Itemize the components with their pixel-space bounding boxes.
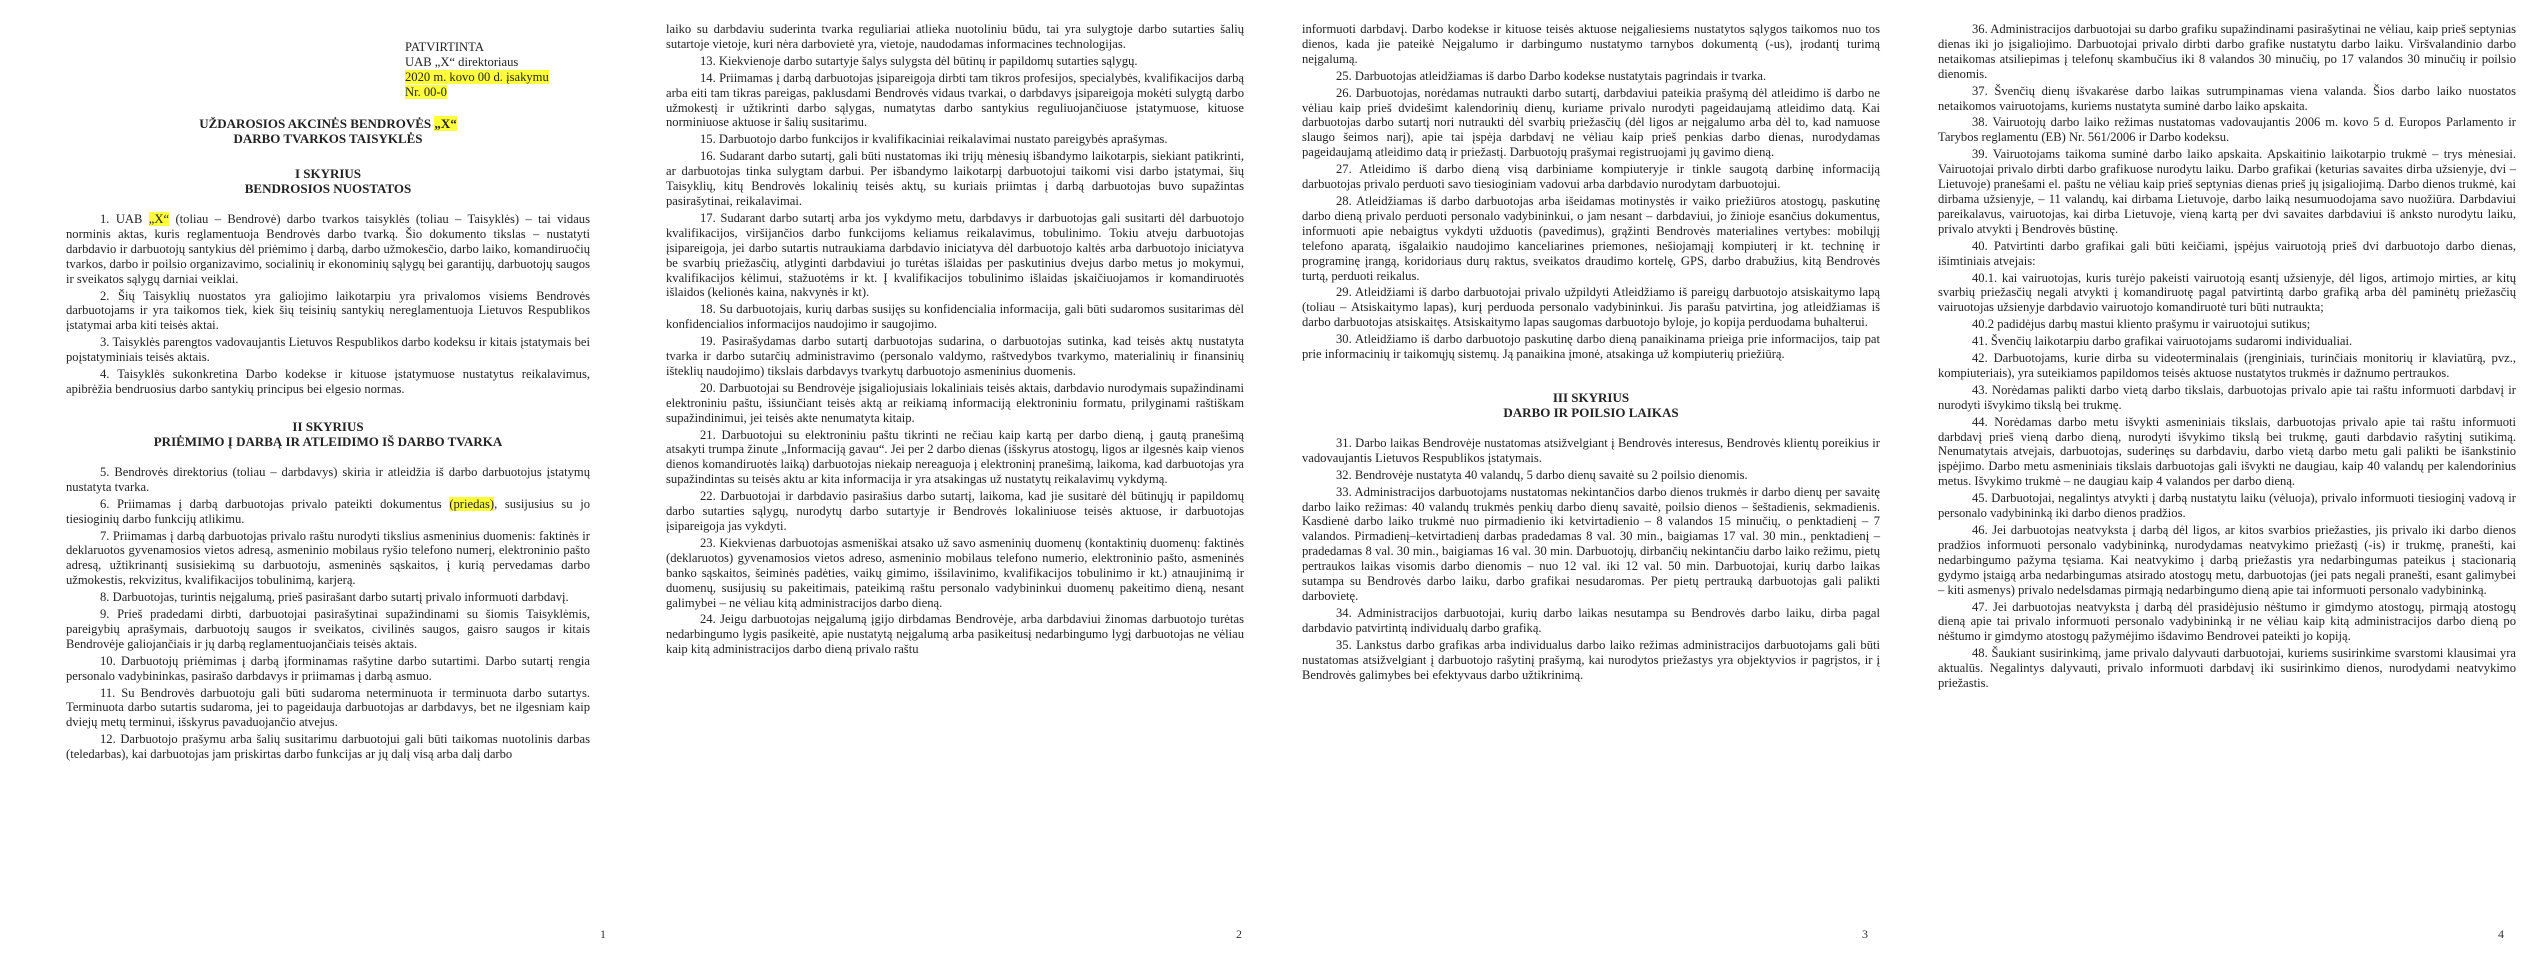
- paragraph: 24. Jeigu darbuotojas neįgalumą įgijo dirbdamas Bendrovėje, arba darbdaviui žinomas darbuotojo turėtas nedarbingumo lygis pasikeitė, apie nustatytą neįgalumą arba pasikeitusį nedarbingumo lygį darbuotojas ne vėliau kaip kitą administracijos darbo dieną privalo raštu: [666, 612, 1244, 657]
- approval-line-1: PATVIRTINTA: [405, 40, 484, 54]
- paragraph: 39. Vairuotojams taikoma suminė darbo laiko apskaita. Apskaitinio laikotarpio trukmė – trys mėnesiai. Vairuotojai privalo dirbti darbo grafikuose nurodytu laiku. Darbo grafikai (keturias savaites dirba užsienyje, dvi – Lietuvoje) pranešami el. paštu ne vėliau kaip prieš septynias dienas prieš jų įsigaliojimą. Darbo dienos trukmė, kai dirbama užsienyje, – 11 valandų, kai dirbama Lietuvoje, darbo laiką nesumuodojama savo nuožiūra. Darbdaviui pareikalavus, vairuotojas, kai dirba Lietuvoje, vieną kartą per dvi savaites darbdaviui iš anksto nurodytu laiku, privalo atvykti į Bendrovės būstinę.: [1938, 147, 2516, 236]
- page-3-column: [1302, 22, 1880, 684]
- page-3-paragraphs-a: [1302, 22, 1880, 362]
- page-4-column: [1938, 22, 2516, 693]
- paragraph: 44. Norėdamas darbo metu išvykti asmeniniais tikslais, darbuotojas privalo apie tai raštu informuoti darbdavį prieš vieną darbo dieną, nurodyti išvykimo tikslą bei trukmę, gauti darbdavio rašytinį sutikimą. Nenumatytais atvejais, darbuotojas, suderinęs su darbdaviu, darbo vietą darbo metu gali palikti be išankstinio įspėjimo. Darbo metu asmeniniais tikslais darbuotojas gali išvykti ne daugiau, kaip 40 valandų per kalendorinius metus. Išvykimo trukmė – ne daugiau kaip 4 valandos per darbo dieną.: [1938, 414, 2516, 489]
- page-number-1: 1: [600, 927, 606, 941]
- paragraph: 29. Atleidžiami iš darbo darbuotojai privalo užpildyti Atleidžiamo iš pareigų darbuotojo atsiskaitymo lapą (toliau – Atsiskaitymo lapas), kurį perduoda personalo vadybininkui. Jis parašu patvirtina, jog atleidžiamas iš darbo darbuotojas atsiskaitęs. Atsiskaitymo lapas saugomas darbuotojo byloje, jo kopija perduodama buhalterui.: [1302, 285, 1880, 330]
- page-1-paragraphs-a: [66, 212, 590, 397]
- paragraph: 43. Norėdamas palikti darbo vietą darbo tikslais, darbuotojas privalo apie tai raštu informuoti darbdavį ir nurodyti išvykimo tikslą bei trukmę.: [1938, 382, 2516, 412]
- paragraph: 48. Šaukiant susirinkimą, jame privalo dalyvauti darbuotojai, kuriems susirinkime svarstomi klausimai yra aktualūs. Negalintys dalyvauti, privalo informuoti darbdavį iki susirinkimo dienos, nurodydami neatvykimo priežastis.: [1938, 646, 2516, 691]
- paragraph: 38. Vairuotojų darbo laiko režimas nustatomas vadovaujantis 2006 m. kovo 5 d. Europos Parlamento ir Tarybos reglamentu (EB) Nr. 561/2006 ir Darbo kodeksu.: [1938, 115, 2516, 145]
- paragraph: 40.2 padidėjus darbų mastui kliento prašymu ir vairuotojui sutikus;: [1972, 317, 2311, 332]
- document-page-3: [1272, 0, 1908, 968]
- paragraph: 34. Administracijos darbuotojai, kurių darbo laikas nesutampa su Bendrovės darbo laiku, dirba pagal darbdavio patvirtintą individualų darbo grafiką.: [1302, 605, 1880, 635]
- paragraph: 22. Darbuotojai ir darbdavio pasirašius darbo sutartį, laikoma, kad jie susitarė dėl būtinųjų ir papildomų darbo sutarties sąlygų, nurodytų darbo sutartyje ir Bendrovės lokaliniuose teisės aktuose, ir darbuotojas įsipareigoja jas vykdyti.: [666, 489, 1244, 533]
- paragraph: 46. Jei darbuotojas neatvyksta į darbą dėl ligos, ar kitos svarbios priežasties, jis privalo iki darbo dienos pradžios informuoti personalo vadybininką, nurodydamas neatvykimo priežastį (-is) ir trukmę, pranešti, kai nedarbingumo pažyma tęsiama. Kai neatvykimo į darbą priežastis yra nedarbingumas pateikus į stacionarią gydymo įstaigą arba nedarbingumas atsirado atostogų metu, darbuotojas (jei pats negali pranešti, esant galimybei – kiti asmenys) privalo nedelsdamas pirmąją nedarbingumo dieną apie tai informuoti personalo vadybininką.: [1938, 523, 2516, 597]
- paragraph: 31. Darbo laikas Bendrovėje nustatomas atsižvelgiant į Bendrovės interesus, Bendrovės klientų poreikius ir vadovaujantis Lietuvos Respublikos įstatymais.: [1302, 435, 1880, 465]
- approval-line-3: [405, 70, 549, 85]
- page-number-4: 4: [2498, 927, 2504, 941]
- paragraph: 8. Darbuotojas, turintis neįgalumą, prieš pasirašant darbo sutartį privalo informuoti darbdavį.: [100, 590, 569, 605]
- paragraph: 1. UAB „X“ (toliau – Bendrovė) darbo tvarkos taisyklės (toliau – Taisyklės) – tai vidaus norminis aktas, kuris reglamentuoja Bendrovės darbo tvarką. Šio dokumento tikslas – nustatyti darbdavio ir darbuotojų santykius dėl priėmimo į darbą, darbo užmokesčio, darbo laiko, komandiruočių tvarkos, darbo ir poilsio organizavimo, socialinių ir ekonominių sąlygų bei garantijų, darbuotojų saugos ir sveikatos sąlygų darniai veiklai.: [66, 212, 590, 286]
- section-3-heading: [1302, 390, 1880, 420]
- paragraph: 23. Kiekvienas darbuotojas asmeniškai atsako už savo asmeninių duomenų (kontaktinių duomenų: faktinės (deklaruotos) gyvenamosios vietos adreso, asmeninio mobilaus telefono numerio, elektroninio pašto, asmeninės banko sąskaitos, šeiminės padėties, vaikų gimimo, išsilavinimo, kvalifikacijos tobulinimo ir kt.) atnaujinimą ir duomenų, susijusių su pakeitimais, pateikimą raštu personalo vadybininkui duomenų pakeitimo dieną, nesant galimybei – ne vėliau kitą administracijos darbo dieną.: [666, 535, 1244, 610]
- title-line-2: DARBO TVARKOS TAISYKLĖS: [233, 131, 423, 146]
- page-3-paragraphs-b: [1302, 436, 1880, 683]
- paragraph: 36. Administracijos darbuotojai su darbo grafiku supažindinami pasirašytinai ne vėliau, kaip prieš septynias dienas iki jo įsigaliojimo. Darbuotojai privalo dirbti darbo grafike nustatytu darbo laiku. Viršvalandinio darbo netaikomas atsiliepimas į telefonų skambučius iki 8 valandos 30 minučių, po 17 valandos 30 minučių ir poilsio dienomis.: [1938, 22, 2516, 81]
- page-2-paragraphs: [666, 22, 1244, 657]
- section-1-title: BENDROSIOS NUOSTATOS: [244, 181, 412, 196]
- paragraph: 25. Darbuotojas atleidžiamas iš darbo Darbo kodekse nustatytais pagrindais ir tvarka.: [1336, 68, 1767, 83]
- paragraph: 26. Darbuotojas, norėdamas nutraukti darbo sutartį, darbdaviui pateikia prašymą dėl atleidimo iš darbo ne vėliau kaip prieš dvidešimt kalendorinių dienų, kuriame privalo nurodyti pageidaujamą atleidimo datą. Kai darbuotojas darbo sutartį nori nutraukti dėl svarbių priežasčių (dėl ligos ar neįgalumo arba dėl to, kad namuose slaugo šeimos narį), apie tai įspėja darbdavį ne vėliau kaip prieš penkias darbo dienas, nurodydamas pageidaujamą atleidimo datą ir priežastį. Darbuotojų prašymai registruojami jų gavimo dieną.: [1302, 85, 1880, 160]
- paragraph: 15. Darbuotojo darbo funkcijos ir kvalifikaciniai reikalavimai nustato pareigybės aprašymas.: [700, 132, 1168, 147]
- page-4-paragraphs: [1938, 22, 2516, 691]
- paragraph: 9. Prieš pradedami dirbti, darbuotojai pasirašytinai supažindinami su šiomis Taisyklėmis, pareigybių aprašymais, darbuotojų saugos ir sveikatos, civilinės saugos, gaisro saugos ir kitais Bendrovėje galiojančiais ir jų darbą reglamentuojančiais teisės aktais.: [66, 607, 590, 651]
- paragraph: 33. Administracijos darbuotojams nustatomas nekintančios darbo dienos trukmės ir darbo dienų per savaitę darbo laiko režimas: 40 valandų trukmės penkių darbo dienų savaitė, poilsio dienos – šeštadienis, sekmadienis. Kasdienė darbo laiko trukmė nuo pirmadienio iki ketvirtadienio – 8 valandos 15 minučių, o penktadienį – 7 valandos. Pirmadienį–ketvirtadienį darbas pradedamas 8 val. 30 min., baigiamas 17 val. 30 min., penktadienį – pradedamas 8 val. 30 min., baigiamas 16 val. 30 min. Darbuotojų, dirbančių nekintančiu darbo laiko režimu, pietų pertraukos laikas visomis darbo dienomis – nuo 12 val. iki 12 val. 50 min. Darbuotojai, kurių darbo laikas sutampa su Bendrovės darbo laiku, darbo grafikai nesudaromas. Per pietų pertrauką darbuotojas gali palikti darbovietę.: [1302, 484, 1880, 603]
- section-3-title: DARBO IR POILSIO LAIKAS: [1503, 404, 1679, 420]
- section-2-heading: [66, 419, 590, 449]
- paragraph: 6. Priimamas į darbą darbuotojas privalo pateikti dokumentus (priedas), susijusius su jo tiesioginių darbo funkcijų atlikimu.: [66, 496, 590, 526]
- paragraph: 18. Su darbuotojais, kurių darbas susijęs su konfidencialia informacija, gali būti sudaromos susitarimas dėl konfidencialios informacijos naudojimo ir saugojimo.: [666, 302, 1244, 332]
- section-1-heading: [66, 166, 590, 196]
- approval-block: [405, 40, 549, 100]
- document-page-2: [636, 0, 1272, 968]
- page-1-paragraphs-b: [66, 465, 590, 762]
- paragraph: 13. Kiekvienoje darbo sutartyje šalys sulygsta dėl būtinų ir papildomų sutarties sąlygų.: [700, 53, 1138, 68]
- approval-line-2: UAB „X“ direktoriaus: [405, 54, 519, 69]
- page-1-column: [66, 104, 590, 764]
- document-title: [66, 116, 590, 146]
- paragraph: 21. Darbuotojui su elektroniniu paštu tikrinti ne rečiau kaip kartą per darbo dieną, į gautą pranešimą atsakyti trumpa žinute „Informaciją gavau“. Jei per 2 darbo dienas (išskyrus atostogų, ligos ar ilgesnės kaip vienos dienos komandiruotės laiką) darbuotojas niekaip nereaguoja į elektroninį pranešimą, laikoma, kad darbuotojas yra supažindintas su teisės aktu ar kita informacija ir yra atsakingas už nustatytų reikalavimų vykdymą.: [666, 427, 1244, 487]
- paragraph: 14. Priimamas į darbą darbuotojas įsipareigoja dirbti tam tikros profesijos, specialybės, kvalifikacijos darbą arba eiti tam tikras pareigas, paklusdami Bendrovės vidaus tvarkai, o darbdavys įsipareigoja mokėti sulygtą darbo užmokestį ir užtikrinti darbo sąlygas, numatytas darbo santykius reguliuojančiuose įstatymuose, kituose norminiuose aktuose ir šalių susitarimu.: [666, 70, 1244, 130]
- section-2-title: PRIĖMIMO Į DARBĄ IR ATLEIDIMO IŠ DARBO TVARKA: [153, 433, 503, 449]
- paragraph: 41. Švenčių laikotarpiu darbo grafikai vairuotojams sudaromi individualiai.: [1972, 334, 2353, 349]
- annex-highlight: (priedas): [449, 496, 495, 511]
- paragraph: 10. Darbuotojų priėmimas į darbą įforminamas rašytine darbo sutartimi. Darbo sutartį rengia personalo vadybininkas, pasirašo darbdavys ir priimamas į darbą asmuo.: [66, 653, 590, 683]
- paragraph: 20. Darbuotojai su Bendrovėje įsigaliojusiais lokaliniais teisės aktais, darbdavio nurodymais supažindinami elektroniniu paštu, išsiunčiant teisės aktą ar reikiamą informaciją elektroniniu formatu, prilyginami raštiškam supažindinimui, jei teisės akte nenumatyta kitaip.: [666, 380, 1244, 425]
- page-number-3: 3: [1862, 927, 1868, 941]
- document-page-1: [0, 0, 636, 968]
- paragraph: 40.1. kai vairuotojas, kuris turėjo pakeisti vairuotoją esantį užsienyje, dėl ligos, artimojo mirties, ar kitų svarbių priežasčių negali atvykti į komandiruotę pagal patvirtintą darbo grafiką arba dėl paminėtų priežasčių vairuotojas užsienyje darbdavio vairuotojo komandiruotė turi būti nutraukta;: [1938, 270, 2516, 315]
- paragraph: 16. Sudarant darbo sutartį, gali būti nustatomas iki trijų mėnesių išbandymo laikotarpis, siekiant patikrinti, ar darbuotojas tinka sulygtam darbui. Per išbandymo laikotarpį darbuotojui taikomi visi darbo įstatymai, šių Taisyklių, kitų Bendrovės lokalinių teisės aktų, su kuriais priimtas į darbą darbuotojas buvo supažintas pasirašytinai, reikalavimai.: [666, 149, 1244, 208]
- paragraph: 5. Bendrovės direktorius (toliau – darbdavys) skiria ir atleidžia iš darbo darbuotojus įstatymų nustatyta tvarka.: [66, 464, 590, 494]
- section-3-number: III SKYRIUS: [1552, 389, 1630, 405]
- paragraph: informuoti darbdavį. Darbo kodekse ir kituose teisės aktuose neįgaliesiems nustatytos sąlygos taikomos nuo tos dienos, kada jie pateikė Neįgalumo ir darbingumo nustatymo tarnybos dokumentą (-us), įrodantį turimą neįgalumą.: [1302, 22, 1880, 66]
- section-1-number: I SKYRIUS: [294, 166, 362, 181]
- paragraph: 40. Patvirtinti darbo grafikai gali būti keičiami, įspėjus vairuotoją prieš dvi darbuotojo darbo dienas, išimtiniais atvejais:: [1938, 238, 2516, 268]
- paragraph: 11. Su Bendrovės darbuotoju gali būti sudaroma neterminuota ir terminuota darbo sutartys. Terminuota darbo sutartis sudaroma, jei to pageidauja darbuotojas ar darbdavys, bet ne ilgesniam kaip dviejų metų terminui, išskyrus pavaduojančio atvejus.: [66, 685, 590, 730]
- page-number-2: 2: [1236, 927, 1242, 941]
- document-page-4: [1908, 0, 2544, 968]
- paragraph: 42. Darbuotojams, kurie dirba su videoterminalais (įrenginiais, turinčiais monitorių ir klaviatūrą, pvz., kompiuteriais), yra suteikiamos papildomos teisės aktuose nustatytos trukmės ir dažnumo pertraukos.: [1938, 351, 2516, 380]
- paragraph: 4. Taisyklės sukonkretina Darbo kodekse ir kituose įstatymuose nustatytus reikalavimus, apibrėžia bendruosius darbo santykių principus bei elgesio normas.: [66, 367, 590, 396]
- paragraph: 12. Darbuotojo prašymu arba šalių susitarimu darbuotojui gali būti taikomas nuotolinis darbas (teledarbas), kai darbuotojas jam priskirtas darbo funkcijas ar jų dalį visą arba dalį darbo: [66, 732, 590, 762]
- title-company-highlight: „X“: [434, 116, 457, 131]
- paragraph: 3. Taisyklės parengtos vadovaujantis Lietuvos Respublikos darbo kodeksu ir kitais įstatymais bei poįstatyminiais teisės aktais.: [66, 335, 590, 365]
- section-2-number: II SKYRIUS: [292, 418, 364, 434]
- paragraph: 45. Darbuotojai, negalintys atvykti į darbą nustatytu laiku (vėluoja), privalo informuoti tiesioginį vadovą ir personalo vadybininką iki darbo dienos pradžios.: [1938, 491, 2516, 521]
- paragraph: 28. Atleidžiamas iš darbo darbuotojas arba išeidamas motinystės ir vaiko priežiūros atostogų, paskutinę darbo dieną privalo perduoti personalo vadybininkui, o jam nesant – darbdaviui, jo žinioje esančius dokumentus, informuoti apie nebaigtus vykdyti užduotis (pavedimus), grąžinti Bendrovės materialines vertybes: mobilųjį telefono aparatą, išgalaikio naudojimo kanceliarines priemones, nešiojamąjį kompiuterį ir kt. techninę ir programinę įrangą, koridoriaus durų raktus, sveikatos draudimo kortelę, GPS, darbo drabužius, kitą Bendrovės turtą, perduoti reikalus.: [1302, 193, 1880, 283]
- paragraph: 2. Šių Taisyklių nuostatos yra galiojimo laikotarpiu yra privalomos visiems Bendrovės darbuotojams ir yra taikomos tiek, kiek šių teisinių santykių nereglamentuoja Lietuvos Respublikos įstatymai arba kiti teisės aktai.: [66, 288, 590, 333]
- approval-number-highlight: Nr. 00-0: [405, 84, 447, 99]
- paragraph: 37. Švenčių dienų išvakarėse darbo laikas sutrumpinamas viena valanda. Šios darbo laiko nuostatos netaikomos vairuotojams, kuriems nustatyta suminė darbo laiko apskaita.: [1938, 83, 2516, 113]
- company-name-highlight: „X“: [148, 212, 170, 226]
- paragraph: 47. Jei darbuotojas neatvyksta į darbą dėl prasidėjusio nėštumo ir gimdymo atostogų, pirmąją atostogų dieną apie tai privalo informuoti personalo vadybininką ir ne vėliau kaip kitą administracijos darbo dieną po nėštumo ir gimdymo atostogų pažymėjimo išdavimo Bendrovei pateikti jo kopiją.: [1938, 599, 2516, 644]
- paragraph: 35. Lankstus darbo grafikas arba individualus darbo laiko režimas administracijos darbuotojams gali būti nustatomas atsižvelgiant į darbuotojo rašytinį prašymą, kai nurodytos priežastys yra objektyvios ir pagrįstos, ir į Bendrovės galimybes bei efektyvaus darbo užtikrinimą.: [1302, 637, 1880, 682]
- paragraph: laiko su darbdaviu suderinta tvarka reguliariai atlieka nuotoliniu būdu, tai yra sulygtoje darbo sutarties šalių sutartoje vietoje, kuri nėra darbovietė yra, vietoje, naudodamas informacines technologijas.: [666, 22, 1244, 51]
- paragraph: 27. Atleidimo iš darbo dieną visą darbiniame kompiuteryje ir tinkle saugotą darbinę informaciją darbuotojas privalo perduoti savo tiesioginiam vadovui arba darbdavio nurodytam darbuotojui.: [1302, 162, 1880, 192]
- approval-date-highlight: 2020 m. kovo 00 d. įsakymu: [405, 69, 549, 84]
- paragraph: 7. Priimamas į darbą darbuotojas privalo raštu nurodyti tikslius asmeninius duomenis: faktinės ir deklaruotos gyvenamosios vietos adresą, asmeninio mobilaus ryšio telefono numerį, elektroninio pašto adresą, užtikrinantį susisiekimą su darbuotoju, asmeninės sąskaitos, į kurią pervedamas darbo užmokestis, rekvizitus, kvalifikacijos tobulinimą, karjerą.: [66, 528, 590, 588]
- approval-line-4: [405, 85, 549, 100]
- title-line-1: UŽDAROSIOS AKCINĖS BENDROVĖS „X“: [199, 116, 457, 131]
- paragraph: 32. Bendrovėje nustatyta 40 valandų, 5 darbo dienų savaitė su 2 poilsio dienomis.: [1336, 467, 1748, 482]
- paragraph: 30. Atleidžiamo iš darbo darbuotojo paskutinę darbo dieną panaikinama prieiga prie informacijos, taip pat prie informacinių ir taikomųjų sistemų. Ją panaikina įmonė, atsakinga už kompiuterių priežiūrą.: [1302, 332, 1880, 362]
- paragraph: 17. Sudarant darbo sutartį arba jos vykdymo metu, darbdavys ir darbuotojas gali susitarti dėl darbuotojo kvalifikacijos, viršijančios darbo funkcijoms keliamus reikalavimus, tobulinimo. Tokiu atveju darbuotojas įsipareigoja, jei darbo sutartis nutraukiama darbdavio iniciatyva dėl darbuotojo kaltės arba darbuotojo iniciatyva be svarbių priežasčių, atlyginti darbdaviui jo turėtas išlaidas per paskutinius dvejus darbo metus jo mokymui, kvalifikacijos kėlimui, stažuotėms ir kt. Į kvalifikacijos tobulinimo išlaidas įskaičiuojamos ir komandiruotės išlaidos (kelionės kaina, nakvynės ir kt).: [666, 210, 1244, 300]
- paragraph: 19. Pasirašydamas darbo sutartį darbuotojas sudarina, o darbuotojas sutinka, kad teisės aktų nustatyta tvarka ir darbo sutarčių administravimo (personalo valdymo, raštvedybos tvarkymo, materialinių ir finansinių išteklių naudojimo) tikslais darbdavys tvarkytų darbuotojo asmeninius duomenis.: [666, 334, 1244, 378]
- page-2-column: [666, 22, 1244, 659]
